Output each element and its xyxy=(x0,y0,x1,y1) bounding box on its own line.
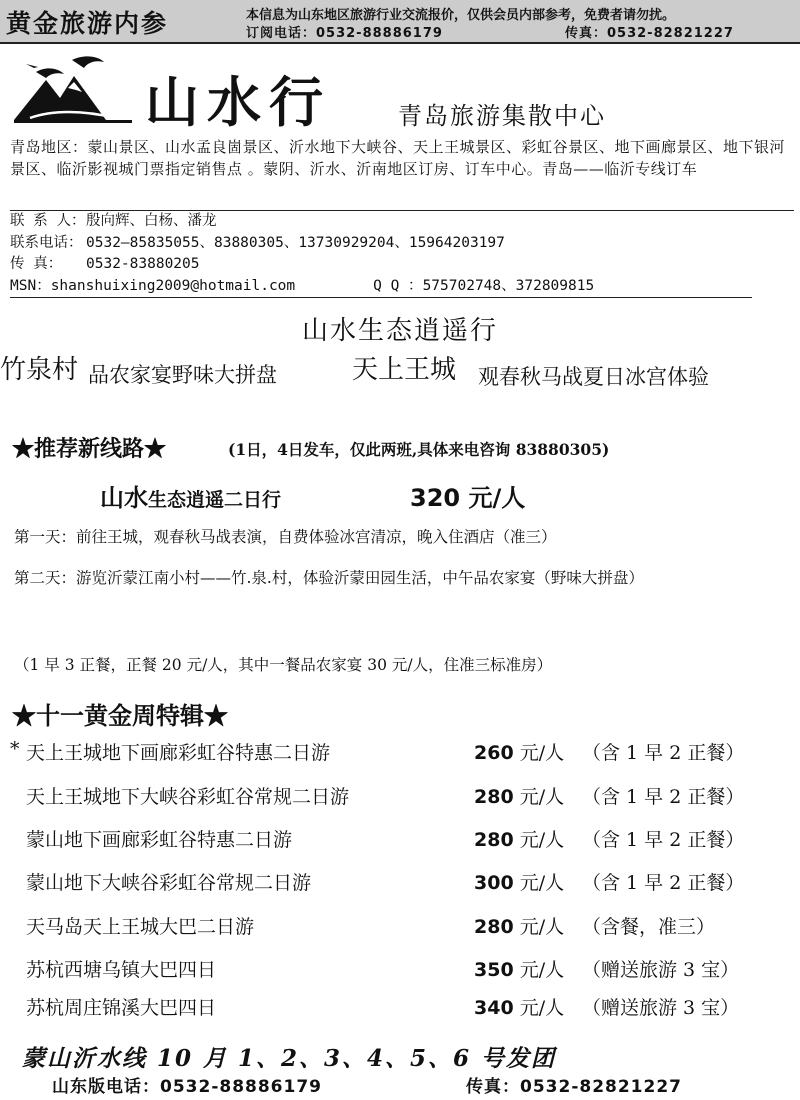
mountain-swallow-logo-icon xyxy=(12,54,134,124)
header-banner xyxy=(0,0,800,44)
tour-price-unit: 元/人 xyxy=(513,959,565,981)
tour-includes: （赠送旅游 3 宝） xyxy=(582,959,740,981)
brand-name: 山水行 xyxy=(145,70,331,134)
meal-note: （1 早 3 正餐，正餐 20 元/人，其中一餐品农家宴 30 元/人，住准三标准房） xyxy=(14,656,553,674)
tour-price xyxy=(474,868,564,895)
scenic-tianshang: 天上王城 xyxy=(352,355,457,385)
contact-person: 殷向辉、白杨、潘龙 xyxy=(86,213,217,229)
scenic-farm-feast: 品农家宴野味大拼盘 xyxy=(88,363,277,387)
tour-name: 蒙山地下大峡谷彩虹谷常规二日游 xyxy=(26,872,312,894)
subscribe-phone: 订阅电话：0532-88886179 xyxy=(246,26,443,41)
footer-fax: 传真：0532-82821227 xyxy=(466,1077,682,1097)
newsletter-title: 黄金旅游内参 xyxy=(6,9,169,38)
tour-price-unit: 元/人 xyxy=(513,916,565,938)
tour-price xyxy=(474,955,564,982)
brand-subtitle: 青岛旅游集散中心 xyxy=(398,102,606,130)
tour-row xyxy=(0,993,800,1029)
footer-phone: 山东版电话：0532-88886179 xyxy=(52,1077,322,1097)
tour-includes: （含 1 早 2 正餐） xyxy=(582,786,745,808)
product-name-b: 生态逍遥二日行 xyxy=(148,489,282,511)
tour-includes: （含 1 早 2 正餐） xyxy=(582,872,745,894)
departure-dates: 蒙山沂水线 10 月 1、2、3、4、5、6 号发团 xyxy=(22,1045,557,1072)
recommend-note: (1日，4日发车，仅此两班,具体来电咨询 83880305) xyxy=(228,440,610,459)
qq-numbers: 575702748、372809815 xyxy=(422,277,595,294)
tour-price xyxy=(474,738,564,765)
contact-fax-label: 传 真： xyxy=(10,256,63,272)
contact-person-row xyxy=(10,211,794,233)
tour-includes: （赠送旅游 3 宝） xyxy=(582,997,740,1019)
tour-price-value: 350 xyxy=(474,959,514,981)
tour-name: 蒙山地下画廊彩虹谷特惠二日游 xyxy=(26,829,293,851)
recommend-title: ★推荐新线路★ xyxy=(12,436,167,462)
tour-row xyxy=(0,912,800,948)
tour-name: 天上王城地下大峡谷彩虹谷常规二日游 xyxy=(26,786,350,808)
contact-phone: 0532—85835055、83880305、13730929204、15964203197 xyxy=(86,234,505,251)
tour-price-unit: 元/人 xyxy=(513,997,565,1019)
product-name-a: 山水 xyxy=(100,484,148,512)
tour-price-value: 280 xyxy=(474,786,514,808)
qq-label: Q Q ： xyxy=(373,277,423,294)
tour-price-unit: 元/人 xyxy=(513,786,565,808)
contact-fax-row xyxy=(10,254,794,276)
tour-row xyxy=(0,868,800,904)
tour-name: 苏杭西塘乌镇大巴四日 xyxy=(26,959,217,981)
scenic-activities: 观春秋马战夏日冰宫体验 xyxy=(478,365,709,389)
product-price: 320 元/人 xyxy=(410,484,526,512)
tour-price xyxy=(474,912,564,939)
contact-fax: 0532-83880205 xyxy=(86,256,200,272)
tour-price xyxy=(474,993,564,1020)
tour-row xyxy=(0,738,800,774)
tour-price xyxy=(474,782,564,809)
tour-name: 天上王城地下画廊彩虹谷特惠二日游 xyxy=(26,742,331,764)
golden-week-title: ★十一黄金周特辑★ xyxy=(12,701,228,730)
tour-price-value: 280 xyxy=(474,916,514,938)
tour-row xyxy=(0,825,800,861)
contact-phone-row xyxy=(10,233,794,255)
product-line xyxy=(100,478,526,513)
tour-price-unit: 元/人 xyxy=(513,872,565,894)
disclaimer-text: 本信息为山东地区旅游行业交流报价，仅供会员内部参考，免费者请勿扰。 xyxy=(246,8,676,23)
tour-star-mark: * xyxy=(10,738,20,760)
tour-includes: （含餐，准三） xyxy=(582,916,716,938)
tour-row xyxy=(0,955,800,991)
tour-price-value: 280 xyxy=(474,829,514,851)
scenic-zhuquan: 竹泉村 xyxy=(0,355,79,385)
tour-row xyxy=(0,782,800,818)
tour-price-unit: 元/人 xyxy=(513,742,565,764)
tour-price-value: 300 xyxy=(474,872,514,894)
scenic-highlights xyxy=(0,345,800,391)
tour-name: 天马岛天上王城大巴二日游 xyxy=(26,916,255,938)
contact-phone-label: 联系电话： xyxy=(10,234,83,251)
tour-price-value: 260 xyxy=(474,742,514,764)
tour-includes: （含 1 早 2 正餐） xyxy=(582,829,745,851)
tour-includes: （含 1 早 2 正餐） xyxy=(582,742,745,764)
tour-name: 苏杭周庄锦溪大巴四日 xyxy=(26,997,217,1019)
tour-price-value: 340 xyxy=(474,997,514,1019)
tour-price xyxy=(474,825,564,852)
banner-fax: 传真：0532-82821227 xyxy=(565,26,734,41)
itinerary-day2: 第二天：游览沂蒙江南小村——竹.泉.村，体验沂蒙田园生活，中午品农家宴（野味大拼盘） xyxy=(14,569,644,587)
msn-address: shanshuixing2009@hotmail.com xyxy=(50,277,296,294)
contact-person-label: 联 系 人： xyxy=(10,213,86,229)
msn-label: MSN： xyxy=(10,277,51,294)
contact-msn-row xyxy=(10,276,752,299)
contact-block xyxy=(10,210,794,298)
tour-price-unit: 元/人 xyxy=(513,829,565,851)
slogan: 山水生态逍遥行 xyxy=(301,316,498,346)
itinerary-day1: 第一天：前往王城，观春秋马战表演，自费体验冰宫清凉，晚入住酒店（准三） xyxy=(14,528,557,546)
intro-text: 青岛地区：蒙山景区、山水孟良崮景区、沂水地下大峡谷、天上王城景区、彩虹谷景区、地下画廊景区、地下银河景区、临沂影视城门票指定销售点 。蒙阴、沂水、沂南地区订房、订车中心。青岛——临沂专线订车 xyxy=(10,138,786,178)
